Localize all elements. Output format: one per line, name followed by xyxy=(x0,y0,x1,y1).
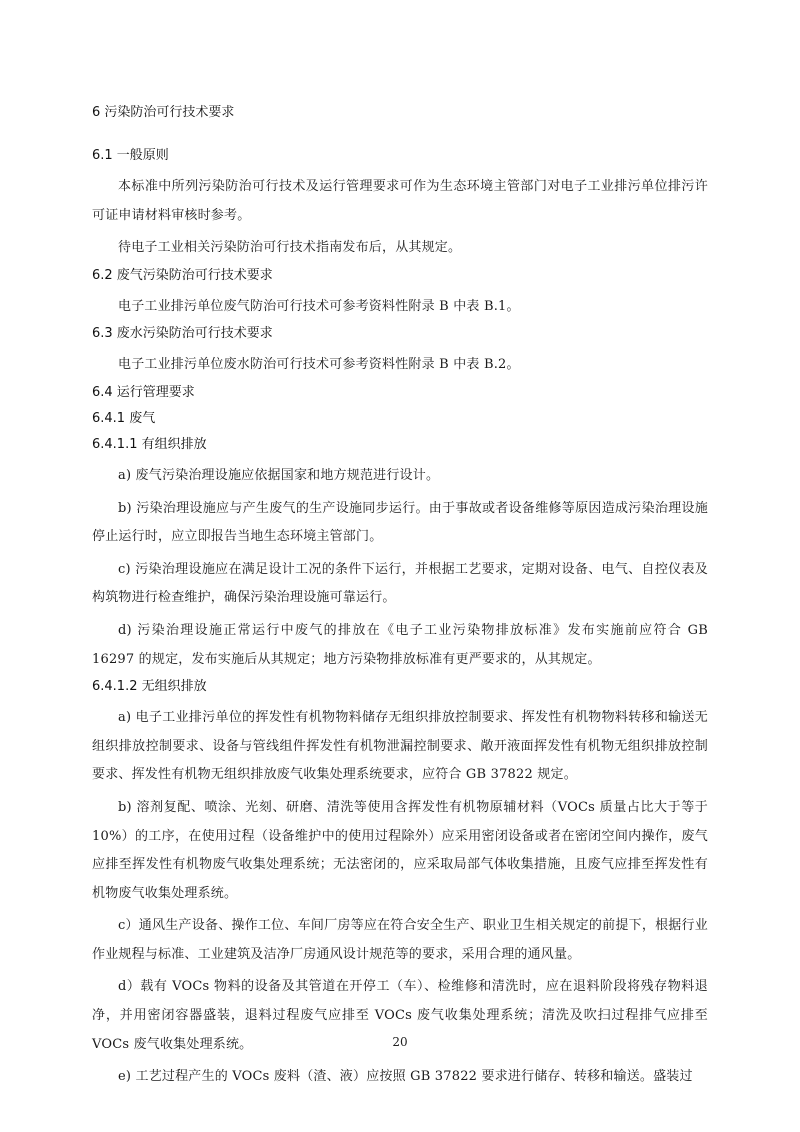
section-heading-6-4-1-1: 6.4.1.1 有组织排放 xyxy=(92,436,207,452)
list-item-e: e) 工艺过程产生的 VOCs 废料（渣、液）应按照 GB 37822 要求进行储存、转移和输送。盛装过 xyxy=(118,1069,693,1085)
list-item-b: b) 溶剂复配、喷涂、光刻、研磨、清洗等使用含挥发性有机物原辅材料（VOCs 质量占比大于等于 10%）的工序，在使用过程（设备维护中的使用过程除外）应采用密闭设备或者在密闭空间内操作，废气应排至挥发性有机物废气收集处理系统；无法密闭的，应采取局部气体收集措施，且废气应排至挥发性有机物废气收集处理系统。 xyxy=(92,799,708,901)
list-item-c: c）通风生产设备、操作工位、车间厂房等应在符合安全生产、职业卫生相关规定的前提下，根据行业作业规程与标准、工业建筑及洁净厂房通风设计规范等的要求，采用合理的通风量。 xyxy=(92,918,708,962)
section-heading-6-4-1: 6.4.1 废气 xyxy=(92,410,156,426)
section-heading-6-4: 6.4 运行管理要求 xyxy=(92,384,195,400)
section-heading-6-3: 6.3 废水污染防治可行技术要求 xyxy=(92,326,273,342)
page-number: 20 xyxy=(392,1035,408,1049)
section-heading-6-4-1-2: 6.4.1.2 无组织排放 xyxy=(92,679,207,695)
list-item-a: a) 废气污染治理设施应依据国家和地方规范进行设计。 xyxy=(118,467,440,483)
list-item-c: c) 污染治理设施应在满足设计工况的条件下运行，并根据工艺要求，定期对设备、电气、自控仪表及构筑物进行检查维护，确保污染治理设施可靠运行。 xyxy=(92,561,708,606)
section-heading-6-2: 6.2 废气污染防治可行技术要求 xyxy=(92,267,273,283)
list-item-d: d) 污染治理设施正常运行中废气的排放在《电子工业污染物排放标准》发布实施前应符合 GB 16297 的规定，发布实施后从其规定；地方污染物排放标准有更严要求的，从其规定。 xyxy=(92,622,708,667)
section-heading-6: 6 污染防治可行技术要求 xyxy=(92,105,235,120)
list-item-b: b) 污染治理设施应与产生废气的生产设施同步运行。由于事故或者设备维修等原因造成污染治理设施停止运行时，应立即报告当地生态环境主管部门。 xyxy=(92,500,708,545)
document-body xyxy=(92,104,708,1096)
paragraph: 待电子工业相关污染防治可行技术指南发布后，从其规定。 xyxy=(118,240,462,256)
paragraph: 本标准中所列污染防治可行技术及运行管理要求可作为生态环境主管部门对电子工业排污单位排污许可证申请材料审核时参考。 xyxy=(92,179,708,223)
paragraph: 电子工业排污单位废气防治可行技术可参考资料性附录 B 中表 B.1。 xyxy=(118,298,520,314)
list-item-a: a) 电子工业排污单位的挥发性有机物物料储存无组织排放控制要求、挥发性有机物物料转移和输送无组织排放控制要求、设备与管线组件挥发性有机物泄漏控制要求、敞开液面挥发性有机物无组织排放控制要求、挥发性有机物无组织排放废气收集处理系统要求，应符合 GB 37822 规定。 xyxy=(92,710,708,783)
section-heading-6-1: 6.1 一般原则 xyxy=(92,148,169,163)
paragraph: 电子工业排污单位废水防治可行技术可参考资料性附录 B 中表 B.2。 xyxy=(118,357,520,373)
list-item-d: d）载有 VOCs 物料的设备及其管道在开停工（车）、检维修和清洗时，应在退料阶段将残存物料退净，并用密闭容器盛装，退料过程废气应排至 VOCs 废气收集处理系统；清洗及吹扫过程排气应排至 VOCs 废气收集处理系统。 xyxy=(92,979,708,1052)
